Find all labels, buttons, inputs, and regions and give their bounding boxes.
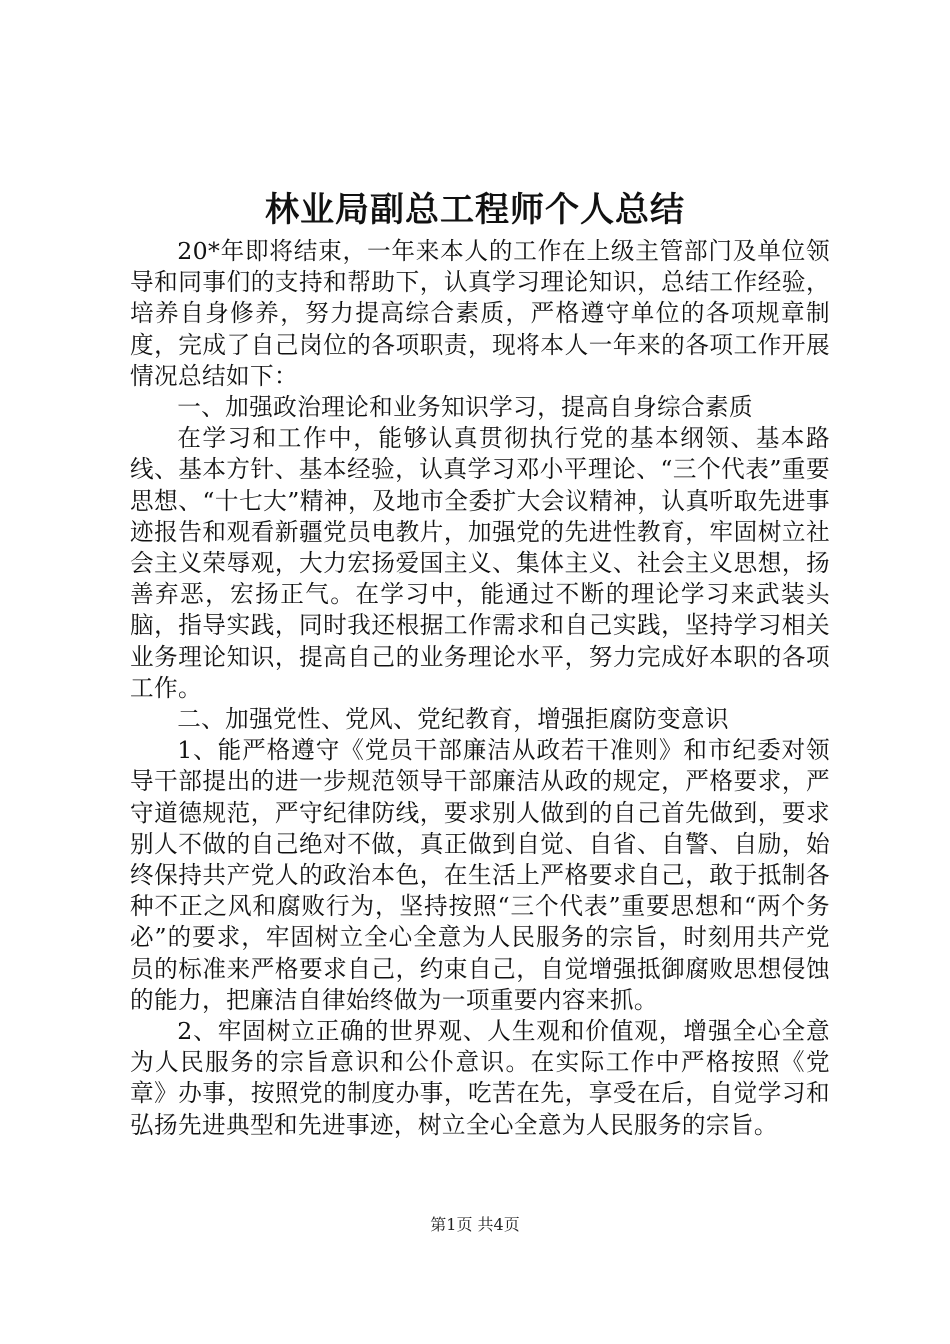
document-body xyxy=(130,236,830,1141)
section-heading-2: 二、加强党性、党风、党纪教育，增强拒腐防变意识 xyxy=(177,705,730,734)
intro-paragraph: 20*年即将结束，一年来本人的工作在上级主管部门及单位领导和同事们的支持和帮助下，认真学习理论知识，总结工作经验，培养自身修养，努力提高综合素质，严格遵守单位的各项规章制度，完成了自己岗位的各项职责，现将本人一年来的各项工作开展情况总结如下： xyxy=(130,237,830,390)
section-2-item-1: 1、能严格遵守《党员干部廉洁从政若干准则》和市纪委对领导干部提出的进一步规范领导干部廉洁从政的规定，严格要求，严守道德规范，严守纪律防线，要求别人做到的自己首先做到，要求别人不做的自己绝对不做，真正做到自觉、自省、自警、自励，始终保持共产党人的政治本色，在生活上严格要求自己，敢于抵制各种不正之风和腐败行为，坚持按照“三个代表”重要思想和“两个务必”的要求，牢固树立全心全意为人民服务的宗旨，时刻用共产党员的标准来严格要求自己，约束自己，自觉增强抵御腐败思想侵蚀的能力，把廉洁自律始终做为一项重要内容来抓。 xyxy=(130,736,830,1014)
section-heading-1: 一、加强政治理论和业务知识学习，提高自身综合素质 xyxy=(177,393,754,422)
page-number-footer: 第1页 共4页 xyxy=(430,1215,520,1234)
document-title: 林业局副总工程师个人总结 xyxy=(265,190,685,230)
section-1-paragraph: 在学习和工作中，能够认真贯彻执行党的基本纲领、基本路线、基本方针、基本经验，认真学习邓小平理论、“三个代表”重要思想、“十七大”精神，及地市全委扩大会议精神，认真听取先进事迹报告和观看新疆党员电教片，加强党的先进性教育，牢固树立社会主义荣辱观，大力宏扬爱国主义、集体主义、社会主义思想，扬善弃恶，宏扬正气。在学习中，能通过不断的理论学习来武装头脑，指导实践，同时我还根据工作需求和自己实践，坚持学习相关业务理论知识，提高自己的业务理论水平，努力完成好本职的各项工作。 xyxy=(130,424,830,702)
section-2-item-2: 2、牢固树立正确的世界观、人生观和价值观，增强全心全意为人民服务的宗旨意识和公仆意识。在实际工作中严格按照《党章》办事，按照党的制度办事，吃苦在先，享受在后，自觉学习和弘扬先进典型和先进事迹，树立全心全意为人民服务的宗旨。 xyxy=(130,1017,830,1139)
